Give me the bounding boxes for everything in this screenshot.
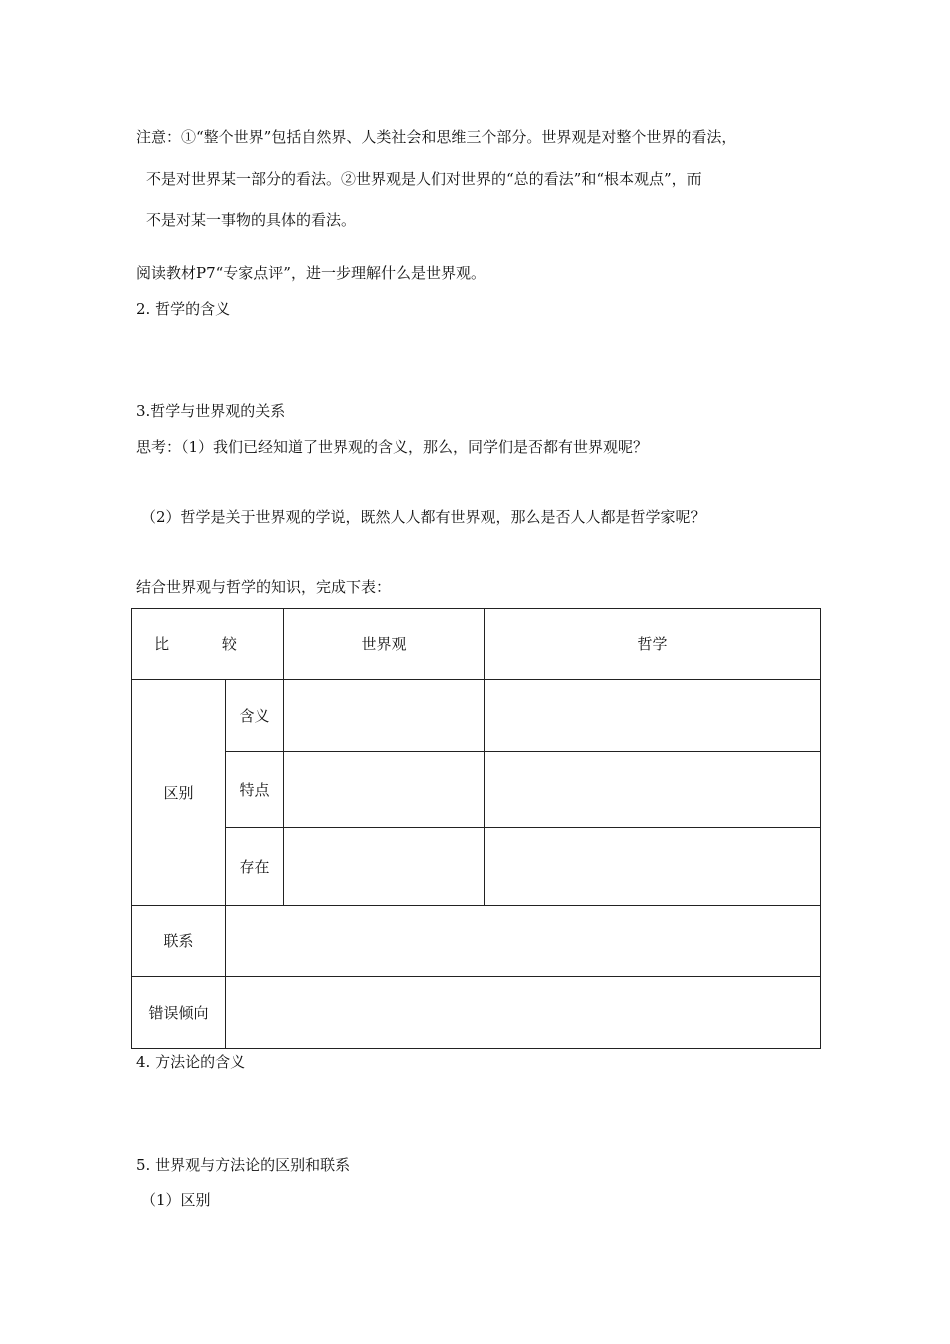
section-5-heading: 5. 世界观与方法论的区别和联系 [136,1156,351,1174]
row-label-existence: 存在 [226,828,284,906]
row-label-meaning: 含义 [226,680,284,752]
note-line-3: 不是对某一事物的具体的看法。 [146,211,357,229]
header-worldview: 世界观 [284,609,485,680]
section-3-heading: 3.哲学与世界观的关系 [136,402,286,420]
cell-connection[interactable] [226,906,821,977]
cell-worldview-feature[interactable] [284,752,485,828]
cell-philosophy-meaning[interactable] [485,680,821,752]
row-label-difference: 区别 [132,680,226,906]
cell-worldview-meaning[interactable] [284,680,485,752]
think-question-2: （2）哲学是关于世界观的学说，既然人人都有世界观，那么是否人人都是哲学家呢？ [141,508,706,526]
reading-tip: 阅读教材P7“专家点评”，进一步理解什么是世界观。 [136,264,486,282]
comparison-table [131,608,821,1049]
note-line-2: 不是对世界某一部分的看法。②世界观是人们对世界的“总的看法”和“根本观点”，而 [146,170,702,188]
cell-worldview-existence[interactable] [284,828,485,906]
header-philosophy: 哲学 [485,609,821,680]
table-intro: 结合世界观与哲学的知识，完成下表： [136,578,392,596]
row-label-connection: 联系 [132,906,226,977]
cell-errors[interactable] [226,977,821,1049]
row-label-errors: 错误倾向 [132,977,226,1049]
row-label-feature: 特点 [226,752,284,828]
think-question-1: 思考：（1）我们已经知道了世界观的含义，那么，同学们是否都有世界观呢？ [136,438,649,456]
header-compare: 比 较 [132,609,284,680]
cell-philosophy-existence[interactable] [485,828,821,906]
subsection-1-heading: （1）区别 [141,1191,211,1209]
section-2-heading: 2. 哲学的含义 [136,300,231,318]
cell-philosophy-feature[interactable] [485,752,821,828]
section-4-heading: 4. 方法论的含义 [136,1053,246,1071]
note-line-1: 注意：①“整个世界”包括自然界、人类社会和思维三个部分。世界观是对整个世界的看法， [136,128,737,146]
